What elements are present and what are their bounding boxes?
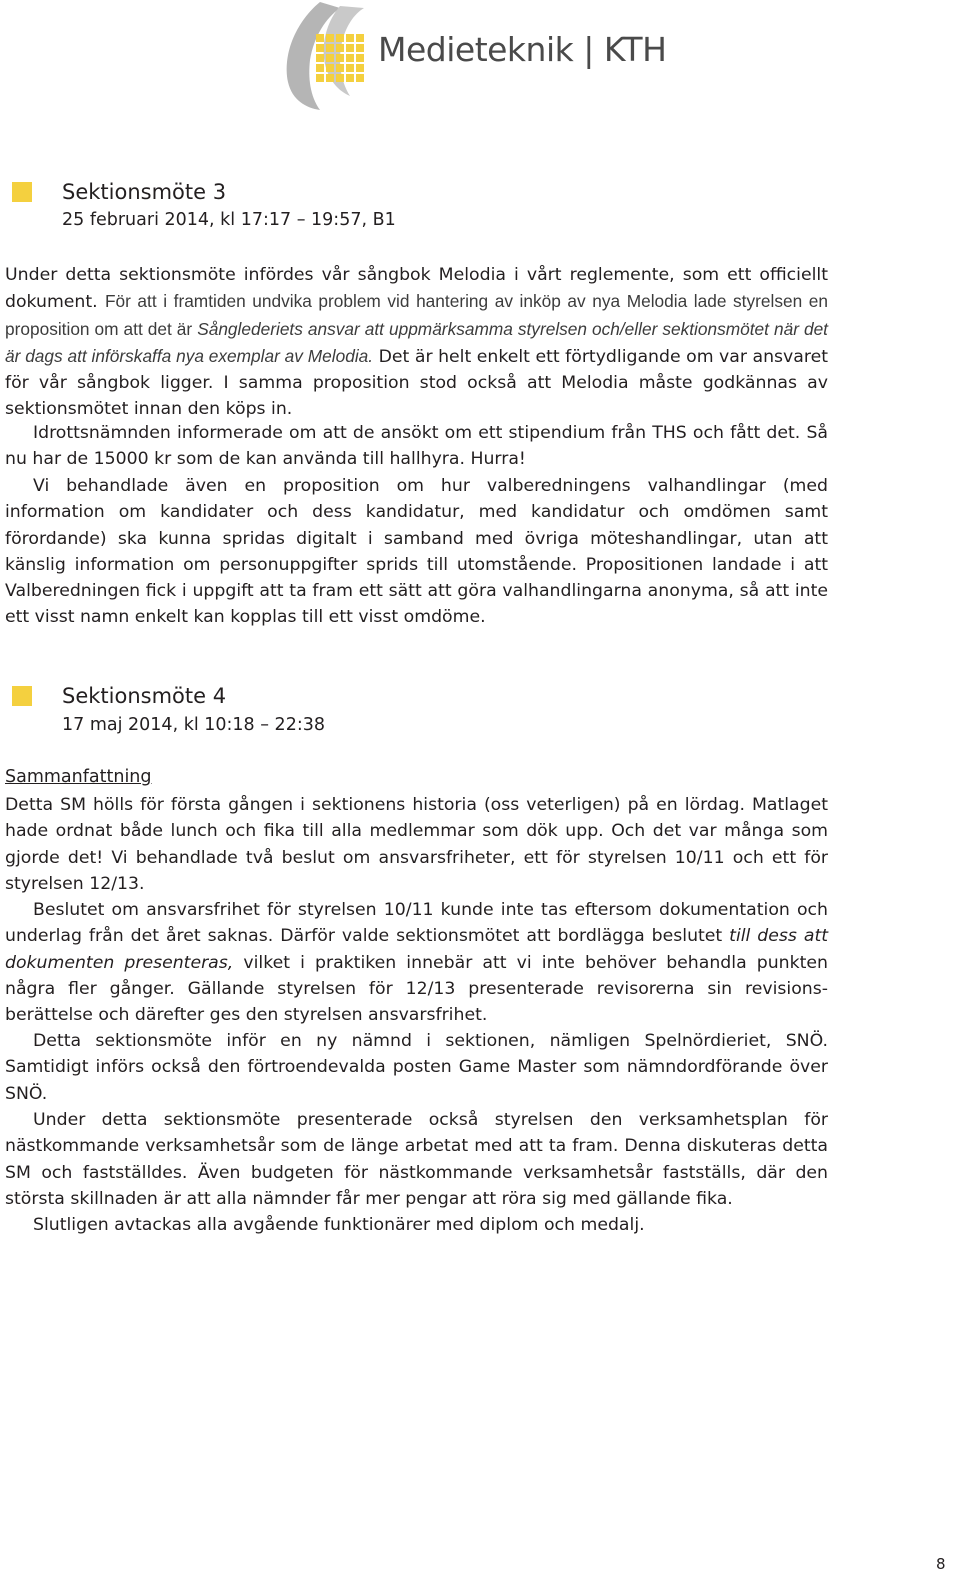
section-3-p1-proposal: För att i framtiden undvika problem vid hantering av inköp av nya Melodia lade styrelsen en proposition om att det är <box>5 291 828 339</box>
logo-grid-square <box>336 64 344 72</box>
logo-grid-square <box>336 74 344 82</box>
logo-grid-square <box>356 44 364 52</box>
section-3-paragraph-2: Idrottsnämnden informerade om att de ansökt om ett stipendium från THS och fått det. Så nu har de 15000 kr som de kan använda till hallhyra. Hurra! <box>5 423 828 470</box>
section-4-paragraph-1: Detta SM hölls för första gången i sektionens historia (oss veterligen) på en lördag. Matlaget hade ordnat både lunch och fika till alla medlemmar som dök upp. Och det var många som gjorde det! Vi behandlade två beslut om ansvarsfriheter, ett för styrelsen 10/11 och ett för styrelsen 12/13. <box>5 795 828 894</box>
section-4-paragraph-4: Under detta sektionsmöte presenterade också styrelsen den verksamhetsplan för nästkommande verksamhetsår som de länge arbetat med att ta fram. Denna diskuteras detta SM och fastställdes. Även budgeten för nästkommande verksamhetsår fastställs, där den största skillnaden är att alla nämnder får mer pengar att röra sig med gällande fika. <box>5 1110 828 1209</box>
logo-grid-square <box>336 34 344 42</box>
section-3-title: Sektionsmöte 3 <box>62 180 227 204</box>
section-3-paragraph-1 <box>5 262 828 423</box>
logo-grid-square <box>316 44 324 52</box>
section-4-paragraph-3: Detta sektionsmöte inför en ny nämnd i sektionen, nämligen Spelnördieriet, SNÖ. Samtidigt införs också den förtroendevalda posten Game Master som nämndordförande över SNÖ. <box>5 1031 828 1104</box>
logo-grid-square <box>336 44 344 52</box>
logo-text: Medieteknik | KTH <box>378 30 667 69</box>
logo-grid-square <box>326 54 334 62</box>
logo-grid-square <box>336 54 344 62</box>
section-3-marker <box>12 182 32 202</box>
section-4-title: Sektionsmöte 4 <box>62 684 227 708</box>
logo-grid-square <box>316 54 324 62</box>
logo-grid-square <box>316 34 324 42</box>
logo-grid-square <box>326 34 334 42</box>
section-4-paragraph-2 <box>5 897 828 1028</box>
section-3-p1-intro: Under detta sektionsmöte infördes vår sångbok Melodia i vårt reglemente, som ett officiellt dokument. <box>5 265 828 313</box>
section-3-p1-italic: Sånglederiets ansvar att uppmärksamma styrelsen och/eller sektionsmötet när det är dags att införskaffa nya exemplar av Melodia. <box>5 318 828 366</box>
logo-grid-square <box>346 54 354 62</box>
logo-grid-square <box>346 64 354 72</box>
logo-grid-square <box>326 64 334 72</box>
logo-grid-square <box>356 74 364 82</box>
logo-grid-square <box>356 34 364 42</box>
logo-grid-square <box>326 74 334 82</box>
section-4-date: 17 maj 2014, kl 10:18 – 22:38 <box>62 715 325 735</box>
logo-grid-square <box>346 74 354 82</box>
section-3-paragraph-3: Vi behandlade även en proposition om hur valberedningens valhandlingar (med information om kandidater och dess kandidatur, med kandidatur och omdömen samt förordande) ska kunna spridas digitalt i samband med övriga möteshandlingar, utan att känslig information om personuppgifter sprids till utomstående. Propositionen landade i att Valberedningen fick i uppgift att ta fram ett sätt att göra valhandlingarna anonyma, så att inte ett visst namn enkelt kan kopplas till ett visst omdöme. <box>5 476 828 628</box>
section-4-p2-italic: till dess att dokumenten presenteras, <box>5 926 829 973</box>
page-number: 8 <box>936 1555 946 1573</box>
logo-grid-square <box>346 44 354 52</box>
logo-grid-square <box>316 74 324 82</box>
logo-grid-square <box>326 44 334 52</box>
header-logo <box>280 0 700 115</box>
section-4-marker <box>12 686 32 706</box>
logo-grid-square <box>356 64 364 72</box>
kth-logo-icon <box>280 0 390 112</box>
section-4-p2-rest: vilket i praktiken innebär att vi inte behöver behandla punkten några fler gånger. Gällande styrelsen för 12/13 presenterade revisorerna sin revisions-berättelse och därefter ges den styrelsen ansvarsfrihet. <box>5 952 829 1026</box>
section-4-subheading: Sammanfattning <box>5 767 152 787</box>
section-3-date: 25 februari 2014, kl 17:17 – 19:57, B1 <box>62 210 396 230</box>
section-4-p2-intro: Beslutet om ansvarsfrihet för styrelsen 10/11 kunde inte tas eftersom dokumentation och underlag från det året saknas. Därför valde sektionsmötet att bordlägga beslutet <box>5 900 828 947</box>
logo-grid-square <box>316 64 324 72</box>
logo-grid-square <box>356 54 364 62</box>
logo-grid-square <box>346 34 354 42</box>
section-4-paragraph-5: Slutligen avtackas alla avgående funktionärer med diplom och medalj. <box>33 1215 645 1235</box>
section-3-p1-rest: Det är helt enkelt ett förtydligande om var ansvaret för vår sångbok ligger. I samma proposition stod också att Melodia måste godkännas av sektionsmötet innan den köps in. <box>5 346 828 420</box>
